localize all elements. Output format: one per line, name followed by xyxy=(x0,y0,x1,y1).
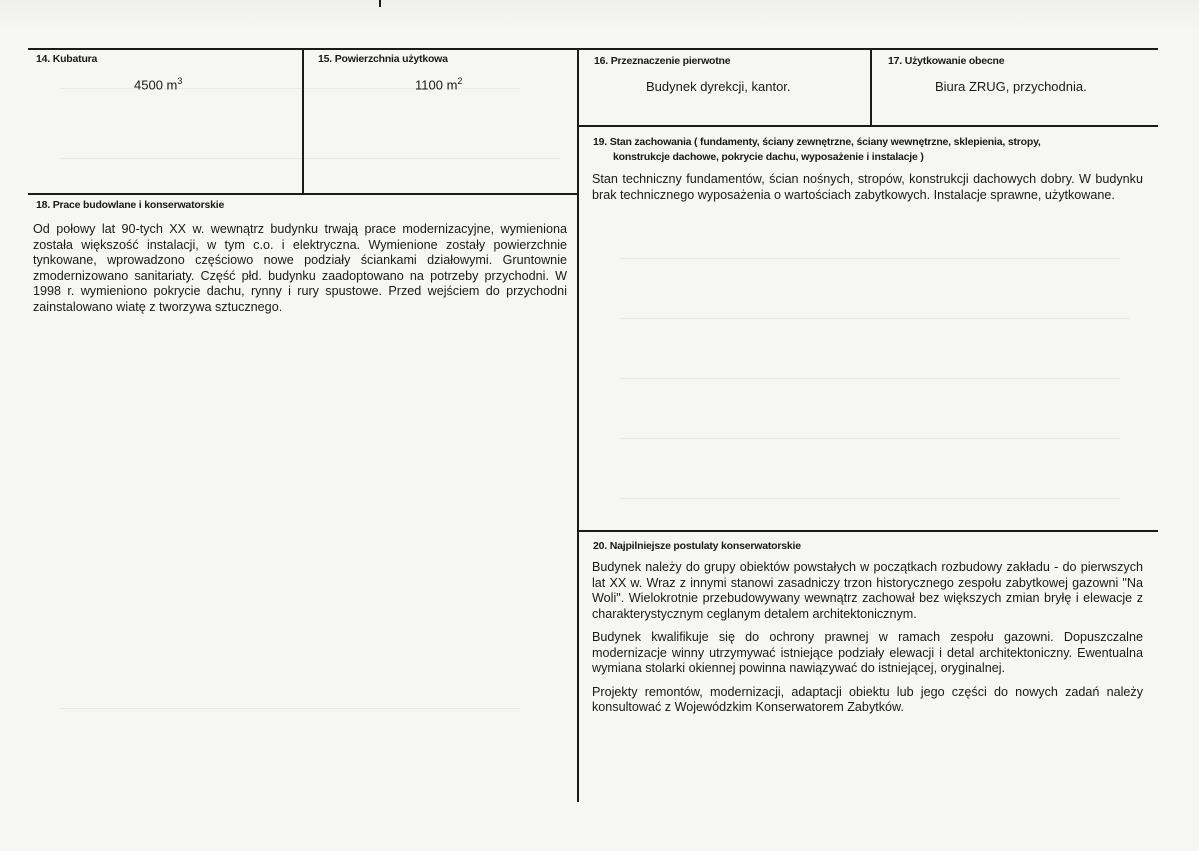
field-20-paragraph: Budynek kwalifikuje się do ochrony prawnej w ramach zespołu gazowni. Dopuszczalne modernizacje winny utrzymywać istniejące podziały elewacji i detal architektoniczny. Ewentualna wymiana stolarki okiennej powinna nawiązywać do istniejącej, oryginalnej. xyxy=(592,630,1143,675)
field-20-text xyxy=(592,560,1143,724)
field-19-text: Stan techniczny fundamentów, ścian nośnych, stropów, konstrukcji dachowych dobry. W budynku brak technicznego wyposażenia o wartościach zabytkowych. Instalacje sprawne, użytkowane. xyxy=(592,172,1143,202)
rule-above-20 xyxy=(577,530,1158,532)
field-18-text: Od połowy lat 90-tych XX w. wewnątrz budynku trwają prace modernizacyjne, wymieniona została większość instalacji, w tym c.o. i elektryczna. Wymienione zostały powierzchnie tynkowane, wprowadzono częściowo nowe podziały ściankami działowymi. Gruntownie zmodernizowano sanitariaty. Część płd. budynku zaadoptowano na potrzeby przychodni. W 1998 r. wymieniono pokrycie dachu, rynny i rury spustowe. Przed wejściem do przychodni zainstalowano wiatę z tworzywa sztucznego. xyxy=(33,222,567,314)
field-16-label: 16. Przeznaczenie pierwotne xyxy=(594,55,731,67)
divider-16-17 xyxy=(870,48,872,126)
field-20-paragraph: Projekty remontów, modernizacji, adaptacji obiektu lub jego części do nowych zadań należy konsultować z Wojewódzkim Konserwatorem Zabytków. xyxy=(592,684,1143,714)
field-16-value: Budynek dyrekcji, kantor. xyxy=(646,79,791,94)
bleed-line xyxy=(620,438,1120,439)
field-17-value: Biura ZRUG, przychodnia. xyxy=(935,79,1087,94)
field-20-label: 20. Najpilniejsze postulaty konserwatorskie xyxy=(593,540,801,552)
field-20-paragraph: Budynek należy do grupy obiektów powstałych w początkach rozbudowy zakładu - do pierwszych lat XX w. Wraz z innymi stanowi zasadniczy trzon historycznego zespołu zabytkowej gazowni "Na Woli". Wielokrotnie przebudowywany wewnątrz zachował bez większych zmian bryłę i elewacje z charakterystycznym ceglanym detalem architektonicznym. xyxy=(592,560,1143,621)
field-15-label: 15. Powierzchnia użytkowa xyxy=(318,53,448,65)
bleed-line xyxy=(620,258,1120,259)
field-17-label: 17. Użytkowanie obecne xyxy=(888,55,1005,67)
bleed-line xyxy=(620,318,1130,319)
center-divider xyxy=(577,48,579,802)
field-15-value: 1100 $m^2$ xyxy=(415,76,463,93)
top-tick xyxy=(379,0,381,7)
field-18-label: 18. Prace budowlane i konserwatorskie xyxy=(36,199,225,211)
bleed-line xyxy=(60,708,520,709)
field-19-label-line1: 19. Stan zachowania ( fundamenty, ściany zewnętrzne, ściany wewnętrzne, sklepienia, stropy, xyxy=(593,136,1041,148)
bleed-line xyxy=(620,498,1120,499)
divider-14-15 xyxy=(302,48,304,194)
rule-above-19 xyxy=(577,125,1158,127)
bleed-line xyxy=(60,158,560,159)
field-14-value: 4500 $m^3$ xyxy=(134,76,183,93)
rule-above-18 xyxy=(28,193,578,195)
top-rule xyxy=(28,48,1158,50)
field-19-label-line2: konstrukcje dachowe, pokrycie dachu, wyposażenie i instalacje ) xyxy=(613,151,924,163)
field-14-label: 14. Kubatura xyxy=(36,53,98,65)
bleed-line xyxy=(620,378,1120,379)
